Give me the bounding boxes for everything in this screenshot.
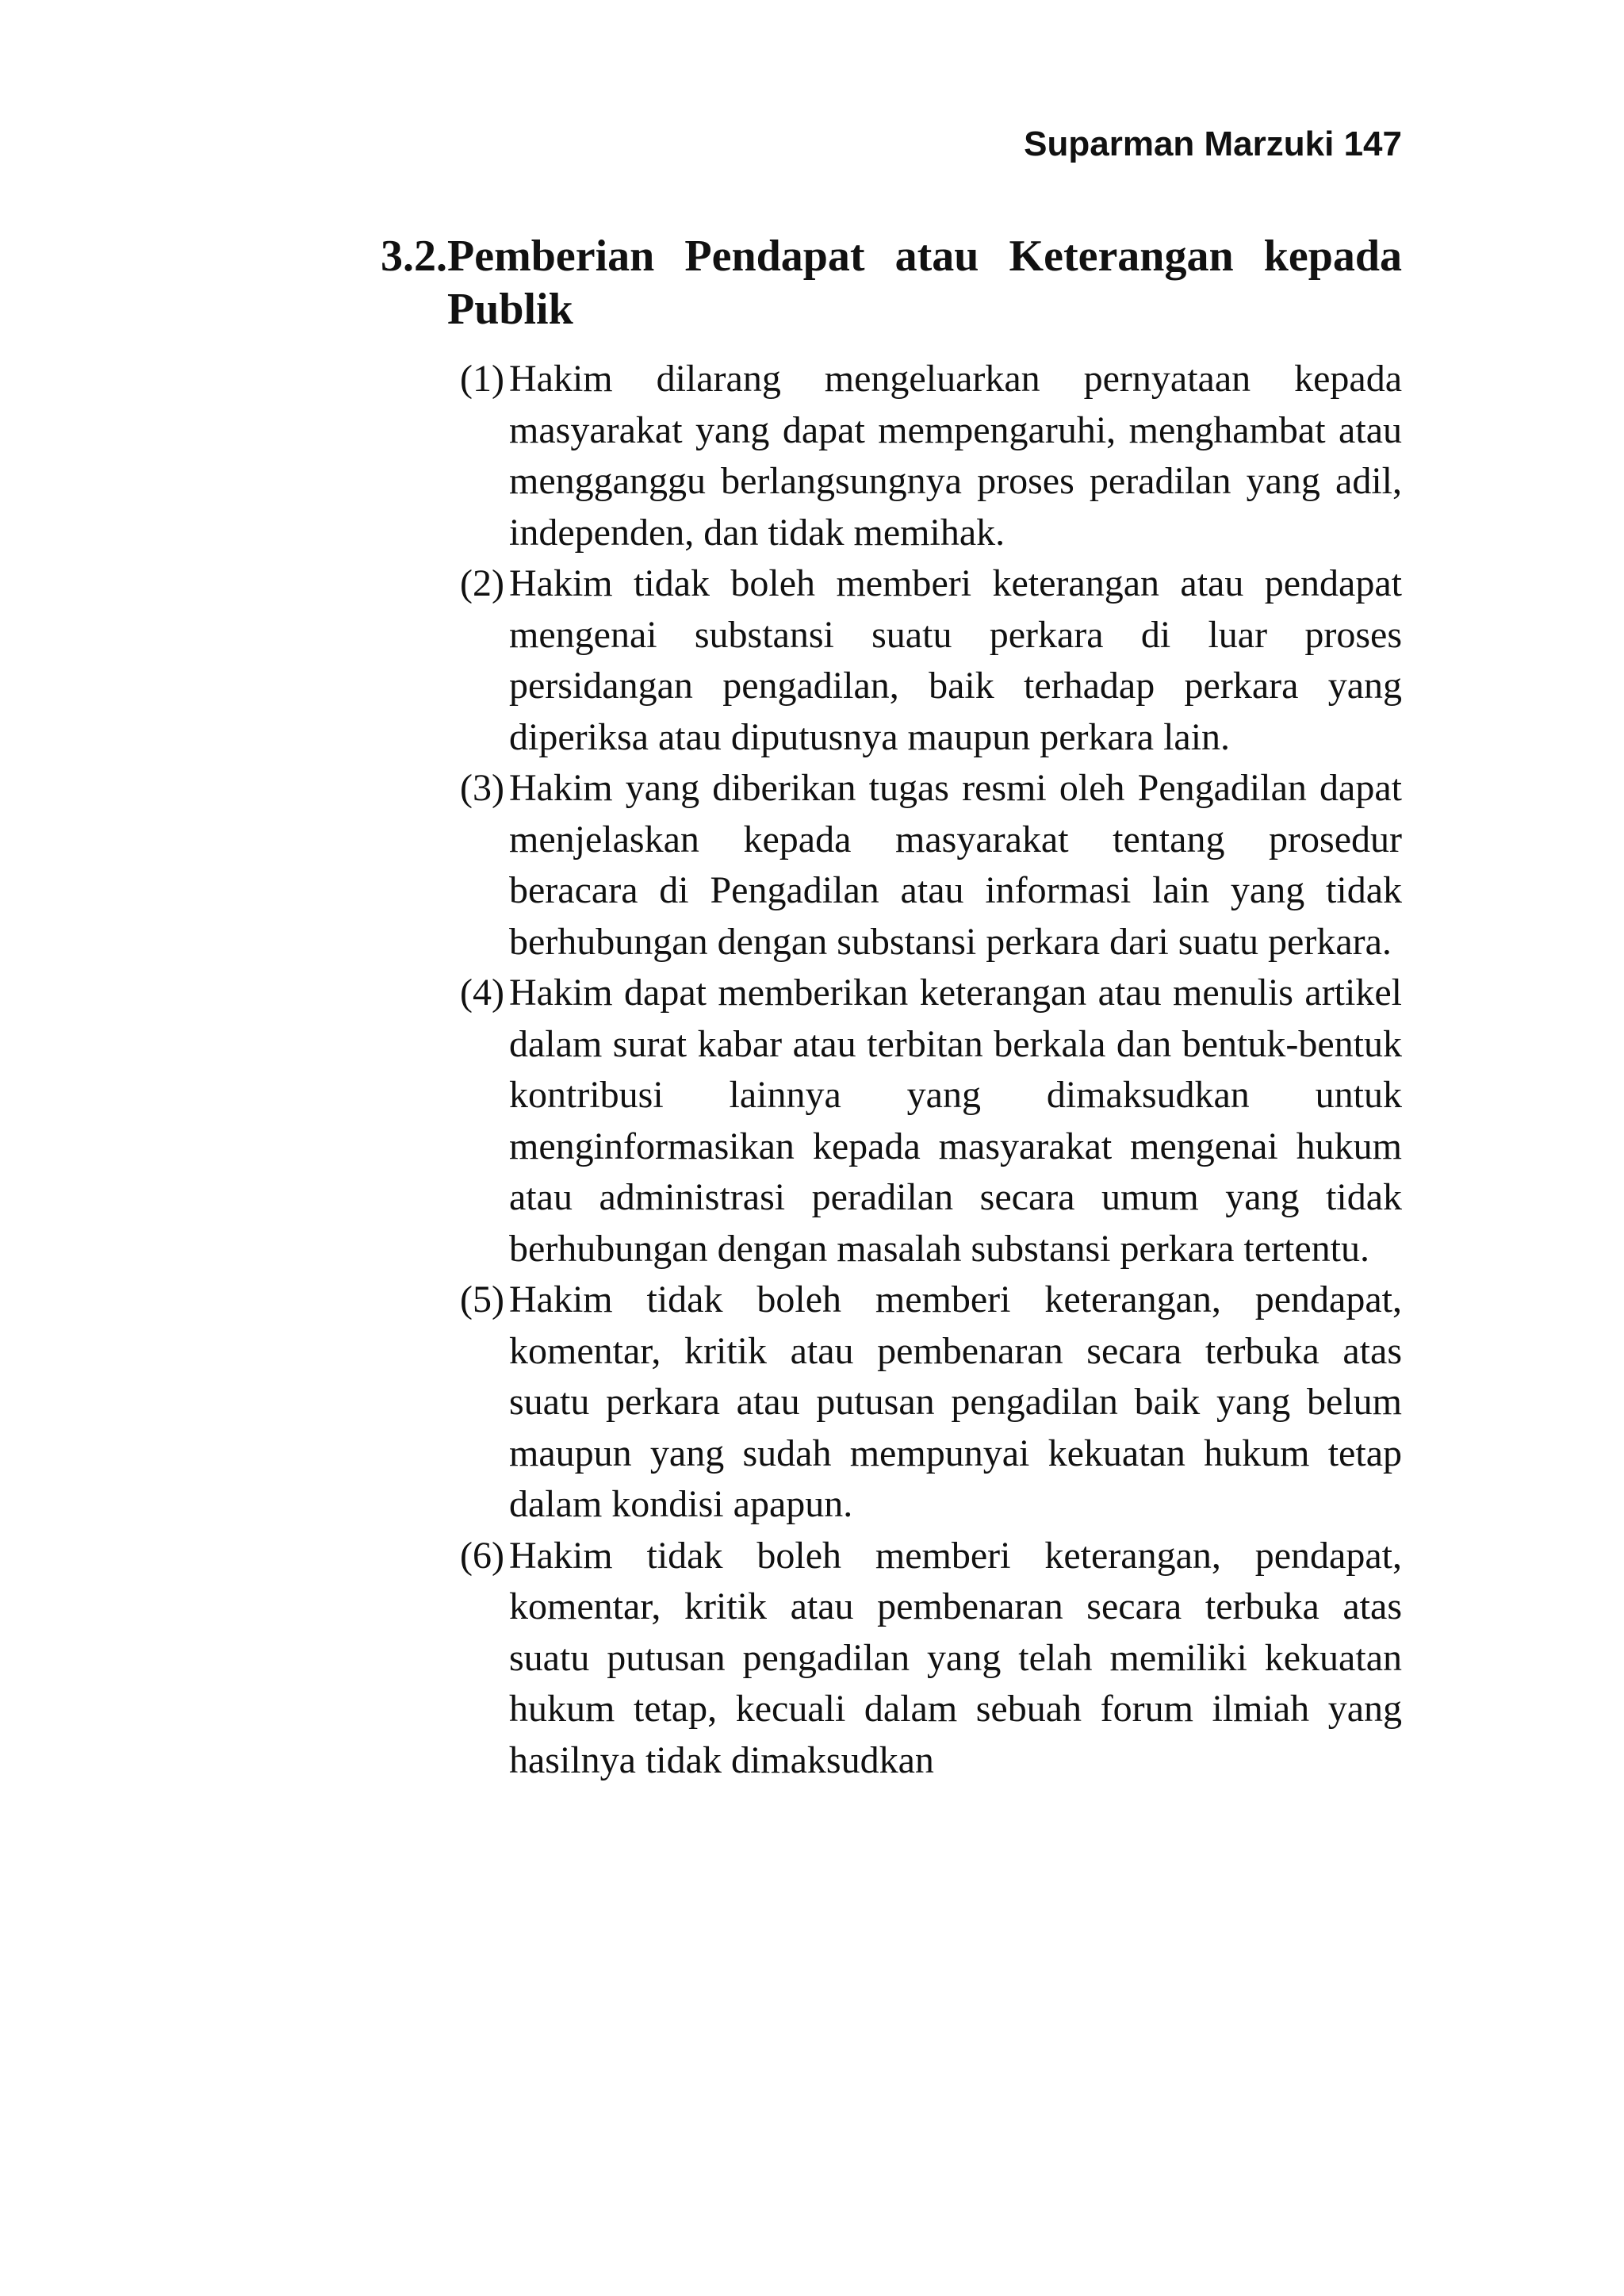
clause-item <box>381 763 1402 968</box>
clause-number: (4) <box>460 972 504 1014</box>
clause-item <box>381 1274 1402 1531</box>
clause-text: Hakim tidak boleh memberi keterangan, pendapat, komentar, kritik atau pembenaran secara terbuka atas suatu putusan pengadilan yang telah memiliki kekuatan hukum tetap, kecuali dalam sebuah forum ilmiah yang hasilnya tidak dimaksudkan <box>509 1534 1402 1781</box>
clause-text: Hakim dapat memberikan keterangan atau menulis artikel dalam surat kabar atau terbitan berkala dan bentuk-bentuk kontribusi lainnya yang dimaksudkan untuk menginformasikan kepada masyarakat mengenai hukum atau administrasi peradilan secara umum yang tidak berhubungan dengan masalah substansi perkara tertentu. <box>509 972 1402 1270</box>
clause-item <box>381 558 1402 763</box>
clause-item <box>381 1531 1402 1787</box>
document-page <box>381 119 1402 1786</box>
clause-text: Hakim dilarang mengeluarkan pernyataan kepada masyarakat yang dapat mempengaruhi, menghambat atau mengganggu berlangsungnya proses peradilan yang adil, independen, dan tidak memihak. <box>509 358 1402 554</box>
clause-number: (5) <box>460 1278 504 1320</box>
clause-text: Hakim tidak boleh memberi keterangan atau pendapat mengenai substansi suatu perkara di luar proses persidangan pengadilan, baik terhadap perkara yang diperiksa atau diputusnya maupun perkara lain. <box>509 562 1402 758</box>
running-header: Suparman Marzuki 147 <box>1024 125 1402 163</box>
clause-list <box>381 354 1402 1786</box>
clause-number: (1) <box>460 358 504 400</box>
clause-item <box>381 354 1402 558</box>
clause-number: (3) <box>460 767 504 809</box>
clause-number: (2) <box>460 562 504 604</box>
clause-text: Hakim yang diberikan tugas resmi oleh Pengadilan dapat menjelaskan kepada masyarakat tentang prosedur beracara di Pengadilan atau informasi lain yang tidak berhubungan dengan substansi perkara dari suatu perkara. <box>509 767 1402 963</box>
clause-text: Hakim tidak boleh memberi keterangan, pendapat, komentar, kritik atau pembenaran secara terbuka atas suatu perkara atau putusan pengadilan baik yang belum maupun yang sudah mempunyai kekuatan hukum tetap dalam kondisi apapun. <box>509 1278 1402 1525</box>
section-heading <box>381 230 1402 336</box>
section-title: Pemberian Pendapat atau Keterangan kepada Publik <box>447 232 1402 334</box>
clause-item <box>381 968 1402 1274</box>
section-number: 3.2. <box>381 232 447 281</box>
clause-number: (6) <box>460 1534 504 1577</box>
